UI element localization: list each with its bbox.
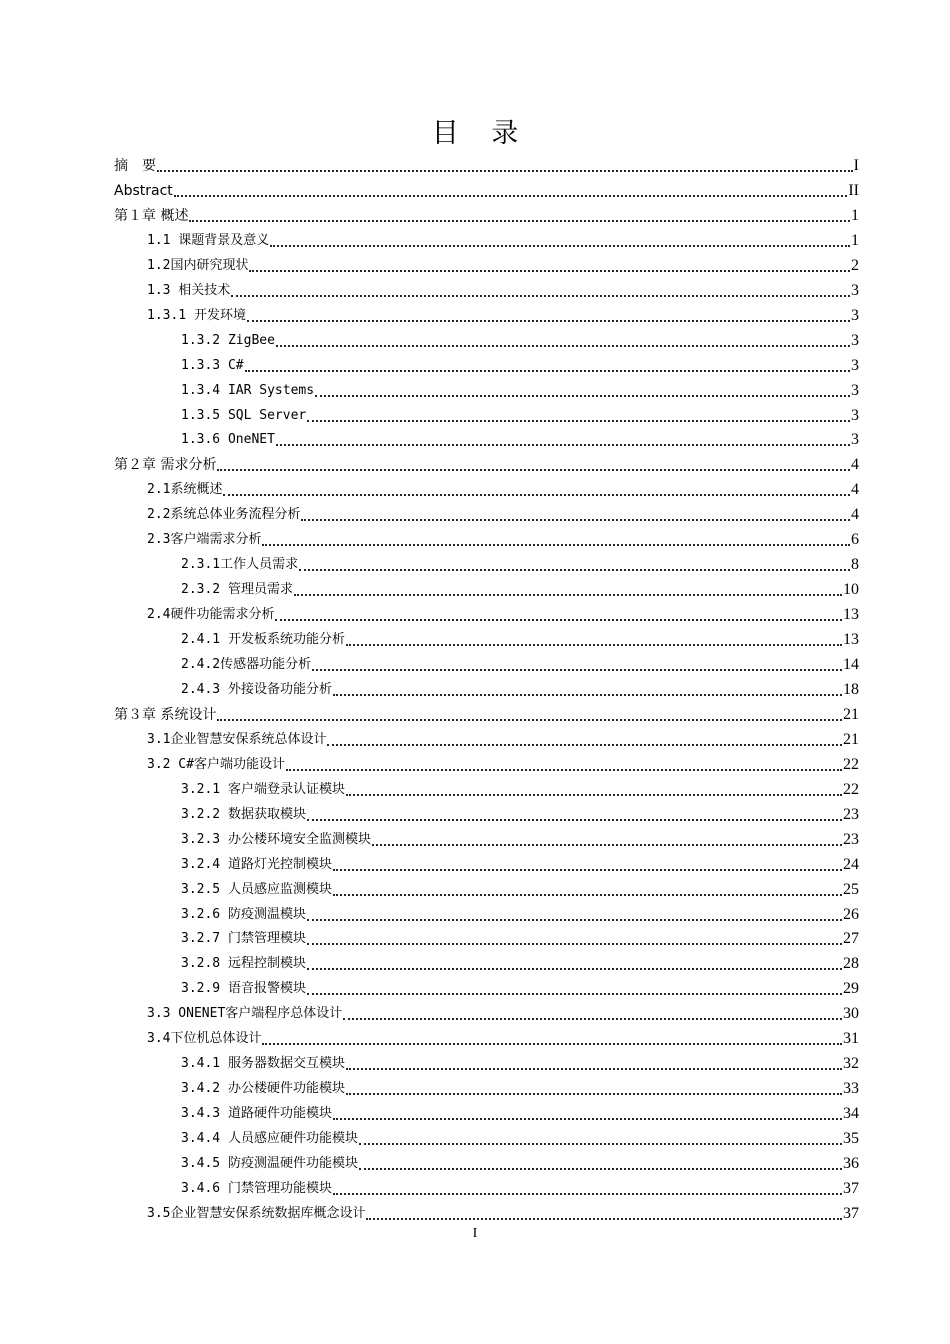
toc-entry-page-number: 3 [851,381,859,399]
toc-entry-title: 2.1系统概述 [147,482,223,498]
toc-entry[interactable] [181,800,859,824]
toc-entry[interactable] [181,949,859,973]
toc-entry-page-number: 21 [843,730,859,748]
toc-entry[interactable] [181,974,859,998]
toc-entry[interactable] [147,999,859,1023]
toc-entry-page-number: 37 [843,1179,859,1197]
toc-dot-leader [223,484,850,496]
toc-entry-title: 2.3客户端需求分析 [147,532,262,548]
toc-entry[interactable] [181,850,859,874]
toc-entry-title: 3.1企业智慧安保系统总体设计 [147,731,327,747]
toc-entry-title: 2.4.2传感器功能分析 [181,657,312,672]
toc-entry-title: Abstract [114,182,173,199]
toc-entry-page-number: 4 [851,506,859,524]
toc-entry-page-number: 3 [851,331,859,349]
toc-entry-page-number: 4 [851,456,859,474]
toc-dot-leader [333,884,842,896]
toc-entry-page-number: 1 [851,206,859,224]
toc-entry-title: 3.2 C#客户端功能设计 [147,756,285,772]
toc-entry-title: 3.5企业智慧安保系统数据库概念设计 [147,1205,366,1221]
toc-dot-leader [359,1133,842,1145]
toc-dot-leader [333,1183,842,1195]
toc-entry-page-number: 35 [843,1130,859,1148]
toc-dot-leader [307,958,842,970]
toc-entry-page-number: 2 [851,256,859,274]
toc-dot-leader [346,1083,842,1095]
toc-entry[interactable] [147,301,859,325]
toc-dot-leader [262,534,850,546]
toc-dot-leader [301,509,850,521]
toc-dot-leader [359,1158,842,1170]
toc-entry[interactable] [147,500,859,524]
toc-entry[interactable] [147,251,859,275]
toc-entry[interactable] [114,176,859,200]
toc-dot-leader [346,784,842,796]
toc-entry-title: 3.4.5 防疫测温硬件功能模块 [181,1156,358,1171]
toc-entry-title: 2.4.3 外接设备功能分析 [181,681,332,697]
toc-dot-leader [315,385,850,397]
toc-dot-leader [307,809,842,821]
toc-entry-title: 3.4.1 服务器数据交互模块 [181,1056,345,1072]
toc-entry-title: 3.2.1 客户端登录认证模块 [181,781,345,797]
toc-entry-title: 3.2.6 防疫测温模块 [181,906,306,922]
toc-entry-title: 3.3 ONENET客户端程序总体设计 [147,1006,343,1022]
toc-entry-title: 3.2.2 数据获取模块 [181,806,306,822]
toc-entry[interactable] [181,1074,859,1098]
toc-dot-leader [231,285,850,297]
toc-entry-page-number: 23 [843,805,859,823]
toc-entry[interactable] [181,1099,859,1123]
toc-dot-leader [174,185,848,197]
toc-entry-title: 3.4.2 办公楼硬件功能模块 [181,1081,345,1097]
toc-entry-page-number: 18 [843,680,859,698]
toc-dot-leader [372,834,842,846]
toc-entry-title: 1.3 相关技术 [147,282,231,298]
toc-entry[interactable] [147,725,859,749]
page-number-footer: I [472,1226,478,1241]
toc-entry-title: 2.2系统总体业务流程分析 [147,507,301,523]
toc-entry[interactable] [147,226,859,250]
toc-entry-title: 第２章 需求分析 [114,457,217,474]
toc-entry-title: 第３章 系统设计 [114,706,217,723]
toc-entry[interactable] [181,924,859,948]
toc-entry-title: 1.1 课题背景及意义 [147,232,270,248]
toc-dot-leader [299,559,850,571]
toc-entry-title: 3.2.4 道路灯光控制模块 [181,856,332,872]
toc-entry[interactable] [181,1149,859,1173]
toc-entry-title: 1.3.1 开发环境 [147,307,246,323]
toc-entry-title: 1.3.2 ZigBee [181,332,275,348]
toc-dot-leader [262,1033,842,1045]
toc-dot-leader [333,859,842,871]
toc-dot-leader [327,734,842,746]
toc-dot-leader [333,684,842,696]
toc-entry-page-number: 13 [843,606,859,624]
toc-dot-leader [307,909,842,921]
toc-entry[interactable] [181,775,859,799]
toc-dot-leader [189,210,850,222]
toc-entry-title: 3.4.4 人员感应硬件功能模块 [181,1131,358,1147]
toc-entry-title: 3.2.3 办公楼环境安全监测模块 [181,831,371,847]
toc-entry[interactable] [181,875,859,899]
toc-entry[interactable] [181,425,859,449]
toc-entry[interactable] [147,525,859,549]
toc-entry[interactable] [147,276,859,300]
toc-dot-leader [343,1008,842,1020]
toc-entry[interactable] [181,900,859,924]
toc-entry-page-number: 3 [851,306,859,324]
toc-entry-page-number: 24 [843,855,859,873]
toc-dot-leader [307,410,850,422]
toc-entry-title: 1.3.6 OneNET [181,432,275,448]
toc-entry[interactable] [147,750,859,774]
toc-entry-page-number: 26 [843,905,859,923]
toc-entry-title: 1.2国内研究现状 [147,257,249,273]
toc-entry-title: 1.3.3 C# [181,357,244,373]
toc-entry-page-number: 6 [851,531,859,549]
toc-entry[interactable] [114,151,859,175]
toc-dot-leader [366,1208,842,1220]
toc-entry-title: 3.2.5 人员感应监测模块 [181,881,332,897]
toc-dot-leader [294,584,842,596]
toc-entry-page-number: 34 [843,1105,859,1123]
toc-entry-page-number: 36 [843,1155,859,1172]
toc-dot-leader [286,759,842,771]
toc-dot-leader [276,434,850,446]
toc-entry-page-number: 13 [843,631,859,649]
toc-dot-leader [307,933,842,945]
toc-entry[interactable] [181,1049,859,1073]
toc-dot-leader [247,310,850,322]
toc-dot-leader [270,235,850,247]
toc-entry-page-number: 30 [843,1005,859,1023]
toc-entry-page-number: 14 [843,656,859,673]
toc-entry-title: 3.4.3 道路硬件功能模块 [181,1106,332,1122]
toc-entry-title: 3.2.7 门禁管理模块 [181,931,306,947]
toc-entry-title: 摘 要 [114,158,156,174]
toc-entry-page-number: 3 [851,281,859,299]
toc-entry[interactable] [181,575,859,599]
toc-entry-page-number: 3 [851,431,859,449]
toc-dot-leader [333,1108,842,1120]
toc-entry-title: 2.4硬件功能需求分析 [147,607,275,623]
toc-entry-title: 3.4.6 门禁管理功能模块 [181,1180,332,1196]
toc-entry[interactable] [181,625,859,649]
toc-entry[interactable] [181,650,859,674]
toc-dot-leader [217,459,850,471]
toc-entry-page-number: 8 [851,556,859,574]
toc-entry-page-number: 32 [843,1055,859,1073]
toc-dot-leader [275,609,842,621]
toc-entry-page-number: 37 [843,1204,859,1222]
toc-entry-title: 2.3.2 管理员需求 [181,582,293,598]
toc-dot-leader [312,659,842,671]
toc-entry-page-number: 31 [843,1030,859,1048]
toc-entry[interactable] [181,825,859,849]
toc-entry-title: 1.3.4 IAR Systems [181,382,315,398]
toc-entry-page-number: 23 [843,830,859,848]
toc-entry-title: 2.4.1 开发板系统功能分析 [181,632,345,648]
toc-entry-page-number: 27 [843,930,859,948]
toc-entry[interactable] [181,550,859,574]
toc-entry-page-number: 10 [843,581,859,599]
toc-entry[interactable] [181,1174,859,1198]
toc-entry-page-number: 3 [851,356,859,374]
toc-entry-page-number: II [848,181,859,199]
toc-dot-leader [307,983,842,995]
toc-dot-leader [346,1058,842,1070]
toc-entry[interactable] [114,700,859,724]
toc-dot-leader [276,335,850,347]
page-title: 目 录 [431,118,531,149]
toc-entry-page-number: I [853,157,859,174]
toc-entry[interactable] [114,450,859,474]
toc-entry[interactable] [181,326,859,350]
toc-dot-leader [249,260,850,272]
toc-entry[interactable] [181,401,859,425]
toc-entry-page-number: 4 [851,481,859,499]
toc-entry-title: 3.2.8 远程控制模块 [181,956,306,972]
toc-entry-page-number: 29 [843,980,859,998]
toc-entry-title: 1.3.5 SQL Server [181,407,307,423]
toc-dot-leader [245,360,850,372]
toc-entry-page-number: 33 [843,1080,859,1098]
toc-entry[interactable] [181,675,859,699]
toc-entry-page-number: 28 [843,955,859,973]
toc-entry[interactable] [114,201,859,225]
toc-entry[interactable] [147,1024,859,1048]
toc-entry[interactable] [147,600,859,624]
toc-entry-title: 第１章 概述 [114,207,189,224]
toc-entry-page-number: 21 [843,705,859,723]
toc-dot-leader [346,634,842,646]
toc-entry[interactable] [181,351,859,375]
toc-entry-title: 3.2.9 语音报警模块 [181,981,306,997]
toc-entry-page-number: 22 [843,755,859,773]
toc-entry-title: 3.4下位机总体设计 [147,1031,262,1047]
toc-entry-page-number: 1 [851,231,859,249]
toc-dot-leader [217,709,842,721]
toc-entry-page-number: 3 [851,406,859,424]
toc-entry[interactable] [147,1199,859,1223]
toc-entry-page-number: 22 [843,780,859,798]
toc-entry-title: 2.3.1工作人员需求 [181,557,299,573]
toc-entry[interactable] [181,1124,859,1148]
toc-entry-page-number: 25 [843,880,859,898]
toc-entry[interactable] [181,376,859,400]
toc-entry[interactable] [147,475,859,499]
toc-dot-leader [157,160,853,172]
